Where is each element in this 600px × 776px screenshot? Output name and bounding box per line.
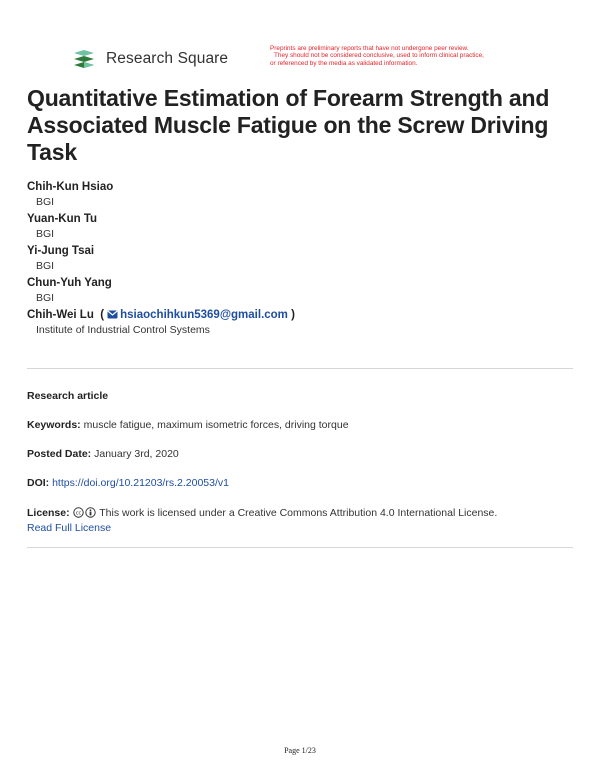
- cc-by-icon[interactable]: [85, 507, 96, 518]
- author-name[interactable]: Chih-Wei Lu: [27, 309, 94, 321]
- author-entry: [27, 308, 567, 338]
- preprint-disclaimer: [270, 45, 540, 67]
- author-entry: [27, 212, 567, 242]
- research-square-logo[interactable]: [72, 46, 228, 72]
- author-entry: [27, 276, 567, 306]
- research-square-logo-icon: [72, 48, 100, 70]
- divider-top: [27, 368, 573, 369]
- author-list: [27, 180, 567, 340]
- disclaimer-line: or referenced by the media as validated information.: [270, 59, 418, 67]
- article-type: [27, 389, 573, 404]
- cc-icon[interactable]: [73, 507, 84, 518]
- article-type-label: Research article: [27, 390, 109, 402]
- doi-row: [27, 476, 573, 491]
- keywords-row: [27, 418, 573, 433]
- posted-date-row: [27, 447, 573, 462]
- author-affiliation: BGI: [36, 260, 55, 272]
- envelope-icon: [107, 310, 118, 319]
- author-entry: [27, 244, 567, 274]
- author-name[interactable]: Chun-Yuh Yang: [27, 277, 112, 289]
- svg-text:cc: cc: [75, 510, 81, 517]
- divider-bottom: [27, 547, 573, 548]
- author-entry: [27, 180, 567, 210]
- author-name[interactable]: Yuan-Kun Tu: [27, 213, 98, 225]
- author-email-wrap: ( hsiaochihkun5369@gmail.com ): [97, 309, 295, 321]
- author-name[interactable]: Chih-Kun Hsiao: [27, 181, 114, 193]
- doi-link[interactable]: https://doi.org/10.21203/rs.2.20053/v1: [52, 477, 229, 489]
- keywords-label: Keywords:: [27, 419, 81, 431]
- paper-title: Quantitative Estimation of Forearm Strength and Associated Muscle Fatigue on the Screw Driving Task: [27, 85, 550, 165]
- doi-label: DOI:: [27, 477, 50, 489]
- author-email-link[interactable]: hsiaochihkun5369@gmail.com: [120, 309, 288, 321]
- author-name[interactable]: Yi-Jung Tsai: [27, 245, 95, 257]
- logo-text: [106, 50, 228, 68]
- license-text: This work is licensed under a Creative Commons Attribution 4.0 International License.: [99, 507, 498, 519]
- license-label: License:: [27, 507, 70, 519]
- license-row: [27, 506, 573, 536]
- author-affiliation: Institute of Industrial Control Systems: [36, 324, 210, 336]
- author-affiliation: BGI: [36, 292, 55, 304]
- author-affiliation: BGI: [36, 196, 55, 208]
- posted-date-label: Posted Date:: [27, 448, 92, 460]
- logo-word-research: Research: [106, 50, 174, 67]
- author-affiliation: BGI: [36, 228, 55, 240]
- page-number: Page 1/23: [284, 746, 316, 755]
- keywords-value: muscle fatigue, maximum isometric forces, driving torque: [83, 419, 349, 431]
- disclaimer-line: They should not be considered conclusive, used to inform clinical practice,: [274, 52, 484, 60]
- disclaimer-line: Preprints are preliminary reports that have not undergone peer review.: [270, 45, 469, 52]
- read-full-license-link[interactable]: Read Full License: [27, 522, 112, 534]
- corresponding-author: [27, 308, 567, 323]
- logo-word-square: Square: [177, 50, 229, 67]
- posted-date-value: January 3rd, 2020: [94, 448, 179, 460]
